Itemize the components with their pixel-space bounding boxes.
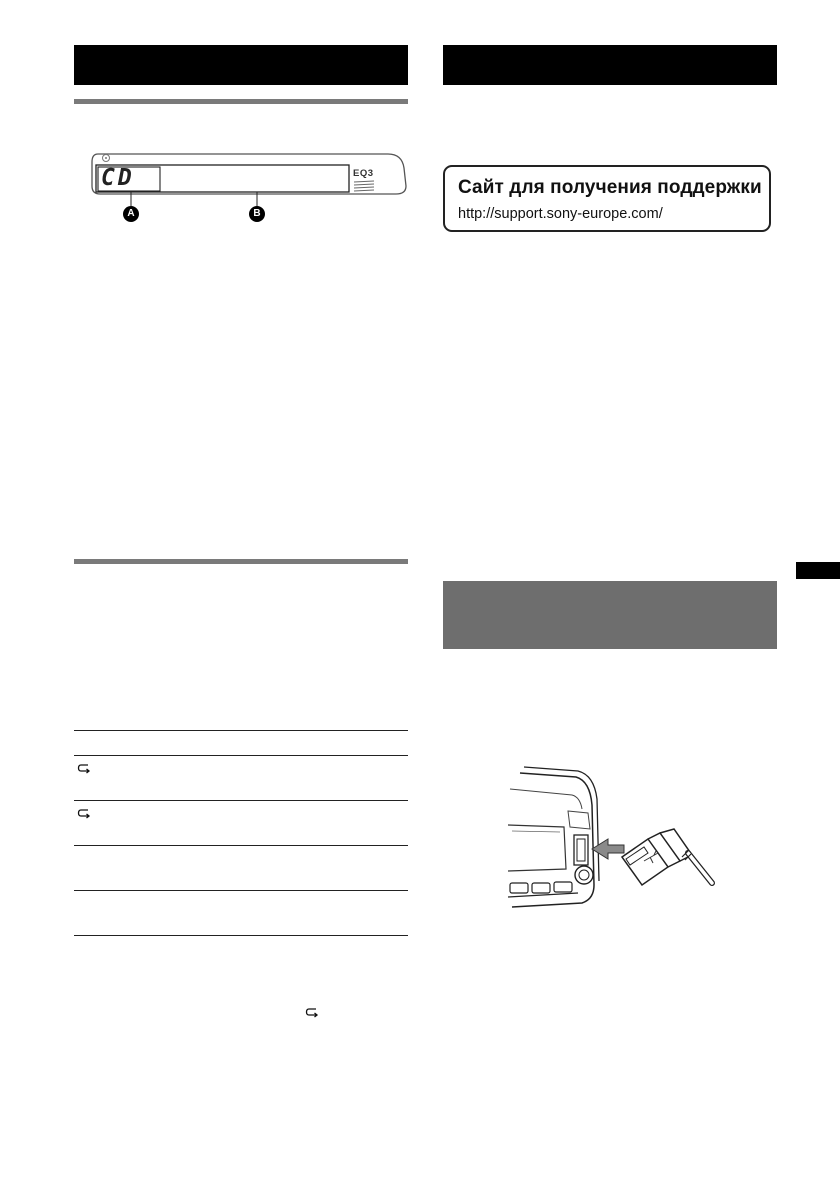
table-rule-top	[74, 730, 408, 731]
right-section-header-bar	[443, 45, 777, 85]
repeat-icon	[77, 763, 91, 777]
right-subsection-header	[443, 581, 777, 649]
eq-indicator: EQ3	[353, 168, 374, 179]
repeat-icon	[305, 1007, 319, 1021]
support-site-url[interactable]: http://support.sony-europe.com/	[458, 206, 663, 222]
table-rule-row2	[74, 845, 408, 846]
callout-a: A	[123, 206, 139, 222]
table-rule-row3	[74, 890, 408, 891]
support-site-title: Сайт для получения поддержки	[458, 177, 762, 198]
usb-connection-illustration	[498, 765, 718, 915]
side-language-tab	[796, 562, 840, 579]
repeat-icon	[77, 808, 91, 822]
callout-b: B	[249, 206, 265, 222]
table-rule-header	[74, 755, 408, 756]
table-rule-bottom	[74, 935, 408, 936]
lcd-segment-text: CD	[101, 165, 135, 191]
left-section-rule-top	[74, 99, 408, 104]
support-site-box	[443, 165, 771, 232]
left-section-rule-mid	[74, 559, 408, 564]
left-section-header-bar	[74, 45, 408, 85]
table-rule-row1	[74, 800, 408, 801]
